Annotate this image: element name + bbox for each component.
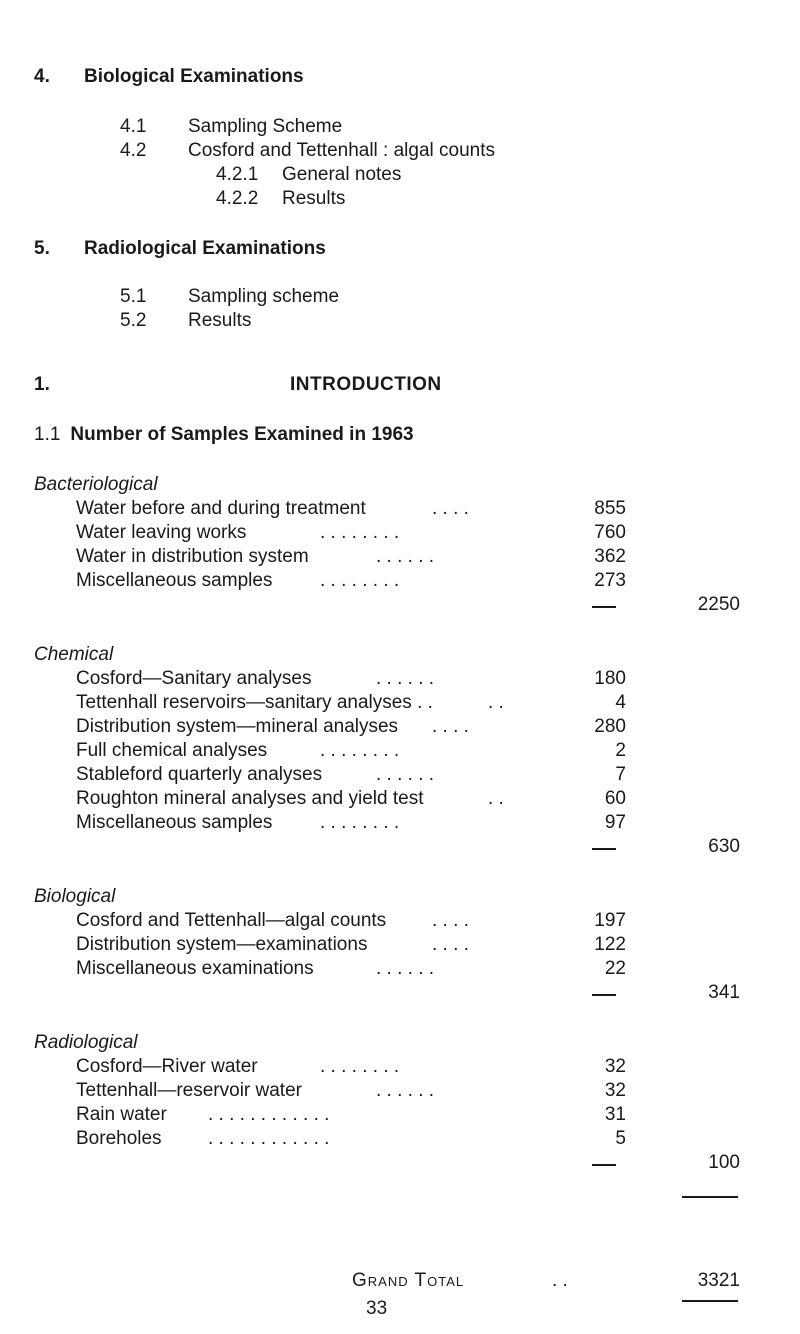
subtotal-value: 100 xyxy=(708,1152,740,1173)
section-4-number: 4. xyxy=(34,66,50,87)
leader-dots: . . . . . . . . xyxy=(320,522,400,543)
table-row xyxy=(76,934,626,958)
table-row xyxy=(76,958,626,982)
grand-total-label: Grand Total xyxy=(352,1270,465,1291)
row-value: 97 xyxy=(604,812,626,833)
toc-item-text: General notes xyxy=(282,164,402,185)
table-row xyxy=(76,498,626,522)
leader-dots: . . . . xyxy=(432,910,469,931)
leader-dots: . . xyxy=(552,1270,568,1291)
toc-item-number: 4.2.2 xyxy=(216,188,259,209)
subtotal-value: 2250 xyxy=(697,594,740,615)
row-label: Roughton mineral analyses and yield test xyxy=(76,788,424,809)
subtotal-dash xyxy=(592,1164,616,1166)
category-heading: Chemical xyxy=(34,644,114,665)
table-row xyxy=(76,522,626,546)
row-label: Boreholes xyxy=(76,1128,162,1149)
row-label: Distribution system—examinations xyxy=(76,934,368,955)
section-4-title: Biological Examinations xyxy=(84,66,304,87)
row-label: Full chemical analyses xyxy=(76,740,268,761)
row-label: Miscellaneous examinations xyxy=(76,958,314,979)
row-value: 180 xyxy=(594,668,626,689)
toc-item-text: Cosford and Tettenhall : algal counts xyxy=(188,140,496,161)
leader-dots: . . . . xyxy=(432,716,469,737)
toc-item-text: Sampling Scheme xyxy=(188,116,343,137)
subsection-title: Number of Samples Examined in 1963 xyxy=(70,424,414,445)
leader-dots: . . . . . . . . xyxy=(320,1056,400,1077)
intro-title: INTRODUCTION xyxy=(290,374,442,395)
toc-item-text: Results xyxy=(282,188,346,209)
leader-dots: . . . . . . xyxy=(376,958,435,979)
toc-item-number: 4.2 xyxy=(120,140,147,161)
row-label: Distribution system—mineral analyses xyxy=(76,716,399,737)
toc-item-number: 5.1 xyxy=(120,286,147,307)
row-label: Water in distribution system xyxy=(76,546,309,567)
grand-total-top-rule xyxy=(682,1196,738,1198)
row-value: 60 xyxy=(604,788,626,809)
row-label: Tettenhall—reservoir water xyxy=(76,1080,302,1101)
grand-total-bottom-rule xyxy=(682,1300,738,1302)
row-label: Water before and during treatment xyxy=(76,498,366,519)
table-row xyxy=(76,716,626,740)
table-row xyxy=(76,740,626,764)
subtotal-dash xyxy=(592,606,616,608)
toc-item-number: 4.2.1 xyxy=(216,164,259,185)
row-label: Miscellaneous samples xyxy=(76,812,273,833)
row-label: Tettenhall reservoirs—sanitary analyses . . xyxy=(76,692,433,713)
row-value: 32 xyxy=(604,1080,626,1101)
subtotal-dash xyxy=(592,848,616,850)
table-row xyxy=(76,1056,626,1080)
table-row xyxy=(76,1128,626,1152)
leader-dots: . . . . . . xyxy=(376,764,435,785)
page-number: 33 xyxy=(366,1298,388,1319)
leader-dots: . . xyxy=(488,788,504,809)
row-label: Water leaving works xyxy=(76,522,247,543)
table-row xyxy=(76,764,626,788)
section-5-number: 5. xyxy=(34,238,50,259)
subtotal-value: 341 xyxy=(708,982,740,1003)
row-label: Cosford—Sanitary analyses xyxy=(76,668,312,689)
subsection-heading xyxy=(34,424,414,446)
leader-dots: . . . . . . . . xyxy=(320,812,400,833)
row-value: 22 xyxy=(604,958,626,979)
row-value: 7 xyxy=(615,764,626,785)
row-value: 362 xyxy=(594,546,626,567)
row-value: 197 xyxy=(594,910,626,931)
row-value: 5 xyxy=(615,1128,626,1149)
subtotal-dash xyxy=(592,994,616,996)
row-label: Rain water xyxy=(76,1104,167,1125)
leader-dots: . . . . . . . . . . . . xyxy=(208,1128,330,1149)
leader-dots: . . . . xyxy=(432,934,469,955)
leader-dots: . . . . . . . . . . . . xyxy=(208,1104,330,1125)
table-row xyxy=(76,812,626,836)
leader-dots: . . . . . . xyxy=(376,668,435,689)
subsection-number: 1.1 xyxy=(34,424,61,445)
row-label: Cosford and Tettenhall—algal counts xyxy=(76,910,387,931)
row-label: Miscellaneous samples xyxy=(76,570,273,591)
category-heading: Bacteriological xyxy=(34,474,158,495)
row-value: 2 xyxy=(615,740,626,761)
leader-dots: . . . . . . . . xyxy=(320,740,400,761)
table-row xyxy=(76,1104,626,1128)
toc-item-number: 4.1 xyxy=(120,116,147,137)
row-label: Stableford quarterly analyses xyxy=(76,764,323,785)
row-label: Cosford—River water xyxy=(76,1056,258,1077)
toc-item-text: Sampling scheme xyxy=(188,286,340,307)
leader-dots: . . . . . . . . xyxy=(320,570,400,591)
row-value: 32 xyxy=(604,1056,626,1077)
toc-item-text: Results xyxy=(188,310,252,331)
intro-number: 1. xyxy=(34,374,50,395)
section-5-title: Radiological Examinations xyxy=(84,238,326,259)
row-value: 31 xyxy=(604,1104,626,1125)
toc-item-number: 5.2 xyxy=(120,310,147,331)
row-value: 122 xyxy=(594,934,626,955)
row-value: 855 xyxy=(594,498,626,519)
leader-dots: . . xyxy=(488,692,504,713)
leader-dots: . . . . . . xyxy=(376,546,435,567)
row-value: 280 xyxy=(594,716,626,737)
category-heading: Biological xyxy=(34,886,116,907)
row-value: 4 xyxy=(615,692,626,713)
leader-dots: . . . . . . xyxy=(376,1080,435,1101)
table-row xyxy=(76,692,626,716)
category-heading: Radiological xyxy=(34,1032,138,1053)
table-row xyxy=(76,570,626,594)
row-value: 273 xyxy=(594,570,626,591)
table-row xyxy=(76,788,626,812)
table-row xyxy=(76,546,626,570)
leader-dots: . . . . xyxy=(432,498,469,519)
table-row xyxy=(76,910,626,934)
row-value: 760 xyxy=(594,522,626,543)
table-row xyxy=(76,668,626,692)
grand-total-value: 3321 xyxy=(697,1270,740,1291)
subtotal-value: 630 xyxy=(708,836,740,857)
table-row xyxy=(76,1080,626,1104)
